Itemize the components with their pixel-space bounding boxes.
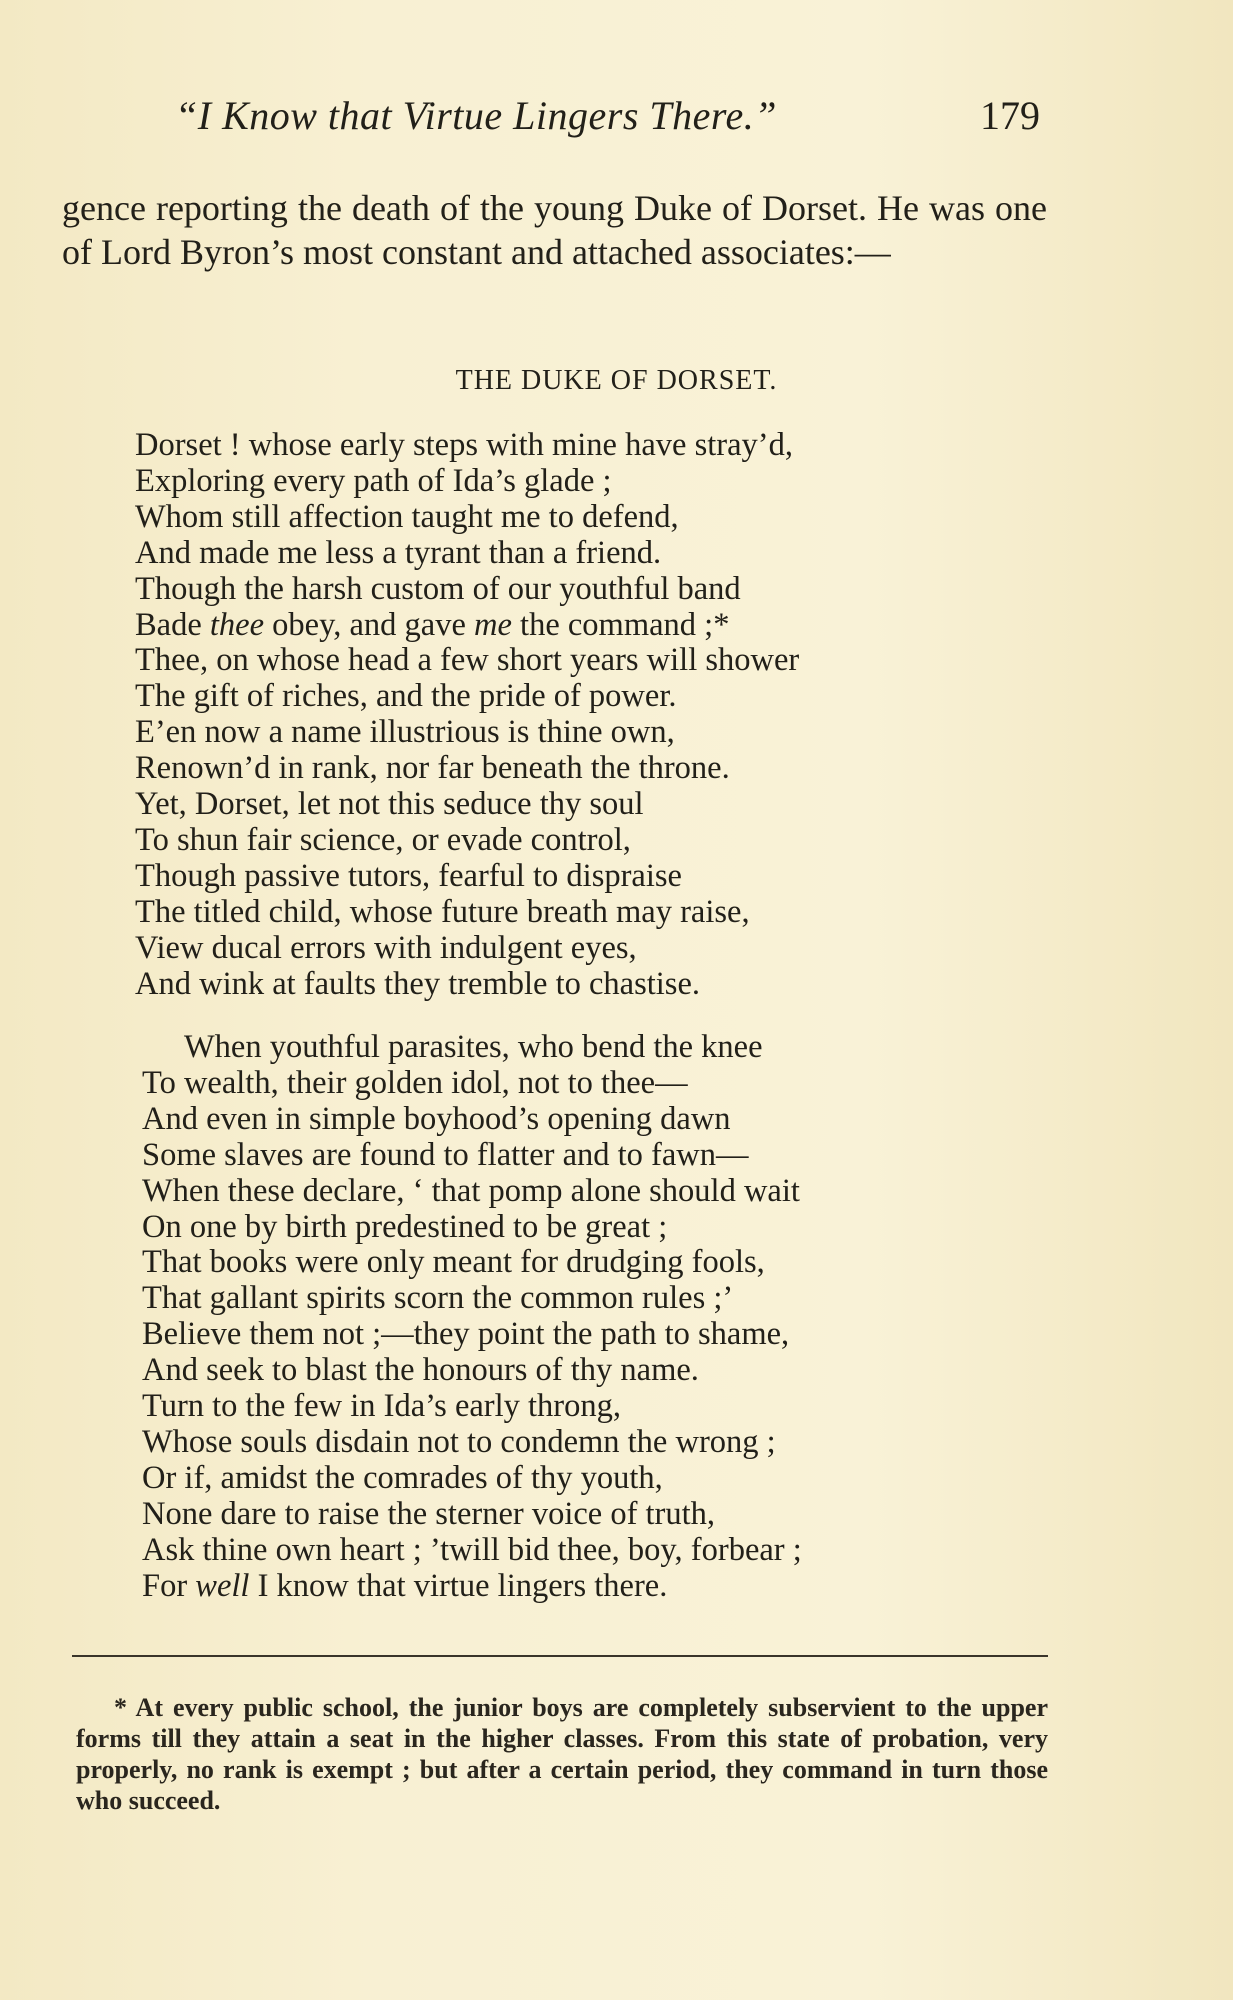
- poem-stanza-2: [142, 1030, 1042, 1605]
- poem-line: Dorset ! whose early steps with mine have stray’d,: [135, 427, 793, 463]
- page-number: 179: [980, 93, 1040, 138]
- poem-title: THE DUKE OF DORSET.: [455, 365, 778, 396]
- intro-text: gence reporting the death of the young Duke of Dorset. He was one of Lord Byron’s most constant and attached associates:—: [62, 188, 1047, 272]
- running-head: “I Know that Virtue Lingers There.”: [175, 93, 777, 138]
- line-text: I know that virtue lingers there.: [249, 1567, 668, 1604]
- poem-line: And even in simple boyhood’s opening dawn: [142, 1100, 731, 1137]
- poem-line: Though passive tutors, fearful to dispraise: [135, 857, 682, 894]
- poem-line: To shun fair science, or evade control,: [135, 821, 631, 858]
- intro-paragraph: [62, 186, 1047, 274]
- line-text: obey, and gave: [264, 606, 475, 643]
- footnote: [76, 1692, 1048, 1816]
- poem-line: View ducal errors with indulgent eyes,: [135, 929, 637, 966]
- poem-line: Exploring every path of Ida’s glade ;: [135, 462, 612, 499]
- poem-line: And made me less a tyrant than a friend.: [135, 534, 662, 571]
- emphasis-text: me: [474, 606, 512, 643]
- poem-line: When youthful parasites, who bend the knee: [184, 1029, 763, 1065]
- emphasis-text: well: [195, 1567, 250, 1604]
- poem-line: E’en now a name illustrious is thine own,: [135, 714, 675, 751]
- poem-stanza-1: [135, 428, 1035, 1003]
- poem-line: The titled child, whose future breath may raise,: [135, 893, 750, 930]
- footnote-text: * At every public school, the junior boys are completely subservient to the upper forms till they attain a seat in the higher classes. From this state of probation, very properly, no rank is exempt ; but after a certain period, they command in turn those who succeed.: [76, 1693, 1048, 1815]
- poem-line: Or if, amidst the comrades of thy youth,: [142, 1459, 663, 1496]
- footnote-divider: [72, 1655, 1048, 1657]
- line-text: Bade: [135, 606, 210, 643]
- poem-line: Turn to the few in Ida’s early throng,: [142, 1388, 621, 1425]
- poem-line: Believe them not ;—they point the path to shame,: [142, 1316, 790, 1353]
- poem-line: To wealth, their golden idol, not to thee—: [142, 1064, 688, 1101]
- poem-line: Ask thine own heart ; ’twill bid thee, boy, forbear ;: [142, 1531, 802, 1568]
- poem-line-with-footnote-mark: [135, 608, 1035, 644]
- poem-line: Some slaves are found to flatter and to fawn—: [142, 1136, 749, 1173]
- poem-line: None dare to raise the sterner voice of truth,: [142, 1495, 716, 1532]
- poem-line: Yet, Dorset, let not this seduce thy soul: [135, 786, 644, 823]
- poem-line: Whose souls disdain not to condemn the wrong ;: [142, 1423, 776, 1460]
- poem-line: Renown’d in rank, nor far beneath the throne.: [135, 750, 730, 787]
- poem-line: On one by birth predestined to be great ;: [142, 1208, 668, 1245]
- poem-line: That books were only meant for drudging fools,: [142, 1244, 765, 1281]
- line-text: the command ;*: [511, 606, 730, 643]
- poem-line: And seek to blast the honours of thy name.: [142, 1352, 699, 1389]
- poem-line: Though the harsh custom of our youthful band: [135, 570, 741, 607]
- poem-line: Thee, on whose head a few short years will shower: [135, 642, 800, 679]
- poem-line: That gallant spirits scorn the common rules ;’: [142, 1280, 734, 1317]
- poem-line: And wink at faults they tremble to chastise.: [135, 965, 701, 1002]
- line-text: For: [142, 1567, 196, 1604]
- poem-line: When these declare, ‘ that pomp alone should wait: [142, 1172, 800, 1209]
- poem-line: Whom still affection taught me to defend,: [135, 498, 679, 535]
- poem-last-line: [142, 1569, 1042, 1605]
- page-header: [175, 92, 1040, 152]
- poem-line: The gift of riches, and the pride of power.: [135, 678, 677, 715]
- emphasis-text: thee: [209, 606, 265, 643]
